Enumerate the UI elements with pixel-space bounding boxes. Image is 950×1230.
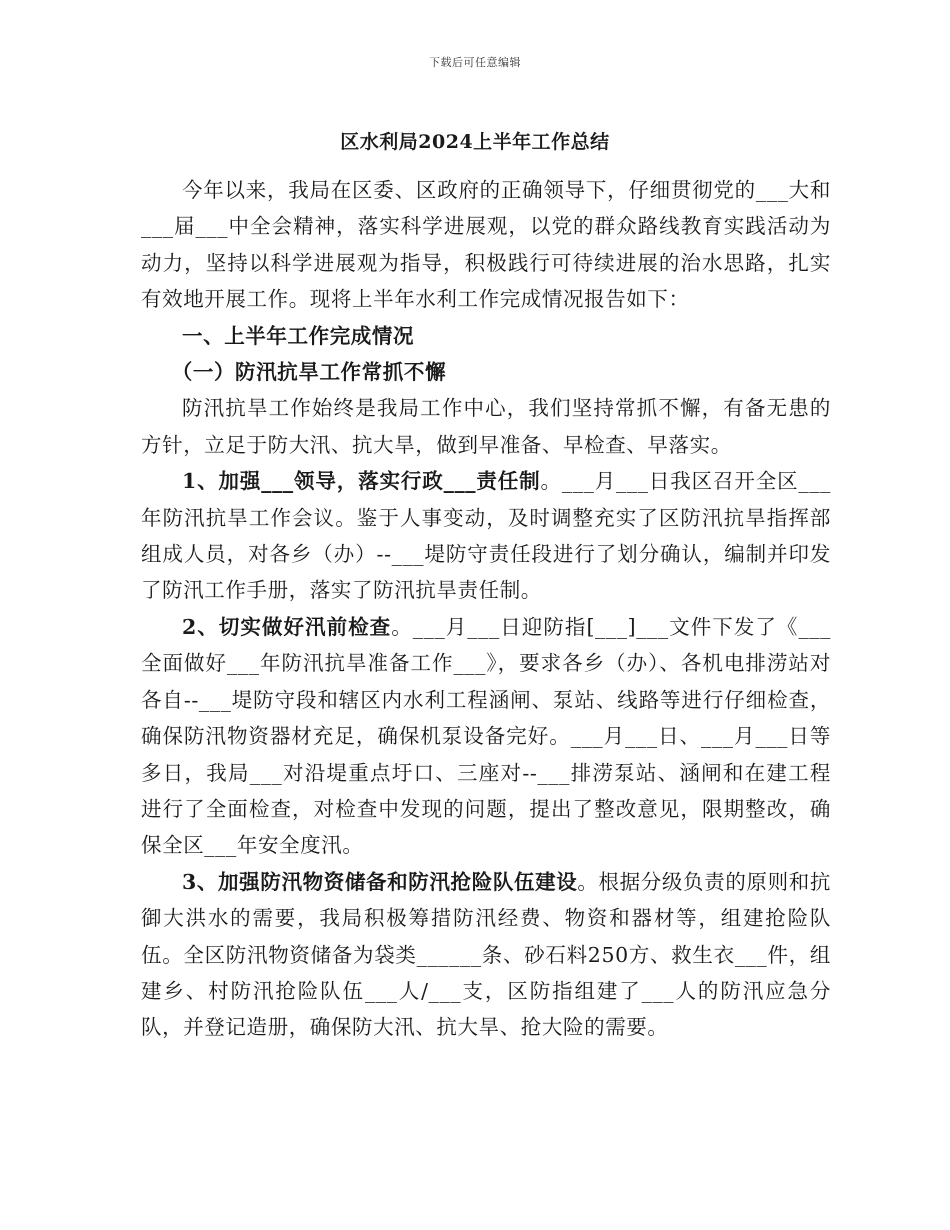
- header-note: 下载后可任意编辑: [429, 56, 521, 69]
- subsection-heading: （一）防汛抗旱工作常抓不懈: [171, 360, 447, 385]
- subsection-paragraph: 防汛抗旱工作始终是我局工作中心，我们坚持常抓不懈，有备无患的方针，立足于防大汛、抗大旱，做到早准备、早检查、早落实。: [141, 396, 831, 457]
- document-title: 区水利局2024上半年工作总结: [340, 131, 610, 153]
- section-heading: 一、上半年工作完成情况: [182, 323, 415, 348]
- item-3-paragraph: [141, 864, 831, 1046]
- item-2-text: 。___月___日迎防指[___]___文件下发了《___全面做好___年防汛抗旱准备工作___》，要求各乡（办）、各机电排涝站对各自--___堤防守段和辖区内水利工程涵闸、泵站、线路等进行仔细检查，确保防汛物资器材充足，确保机泵设备完好。___月___日、___月___日等多日，我局___对沿堤重点圩口、三座对--___排涝泵站、涵闸和在建工程进行了全面检查，对检查中发现的问题，提出了整改意见，限期整改，确保全区___年安全度汛。: [141, 614, 831, 858]
- item-1-text: 。___月___日我区召开全区___年防汛抗旱工作会议。鉴于人事变动，及时调整充实了区防汛抗旱指挥部组成人员，对各乡（办）--___堤防守责任段进行了划分确认，编制并印发了防汛工作手册，落实了防汛抗旱责任制。: [141, 469, 831, 603]
- intro-paragraph: 今年以来，我局在区委、区政府的正确领导下，仔细贯彻党的___大和___届___中全会精神，落实科学进展观，以党的群众路线教育实践活动为动力，坚持以科学进展观为指导，积极践行可待续进展的治水思路，扎实有效地开展工作。现将上半年水利工作完成情况报告如下：: [141, 178, 831, 312]
- item-1-paragraph: [141, 463, 831, 609]
- document-body: [141, 172, 831, 1046]
- item-2-paragraph: [141, 609, 831, 864]
- item-1-heading: 1、加强___领导，落实行政___责任制: [182, 469, 541, 494]
- item-3-heading: 3、加强防汛物资储备和防汛抢险队伍建设: [182, 869, 578, 894]
- item-2-heading: 2、切实做好汛前检查: [182, 614, 392, 639]
- item-3-text: 。根据分级负责的原则和抗御大洪水的需要，我局积极筹措防汛经费、物资和器材等，组建抢险队伍。全区防汛物资储备为袋类______条、砂石料250方、救生衣___件，组建乡、村防汛抢险队伍___人/___支，区防指组建了___人的防汛应急分队，并登记造册，确保防大汛、抗大旱、抢大险的需要。: [141, 869, 831, 1040]
